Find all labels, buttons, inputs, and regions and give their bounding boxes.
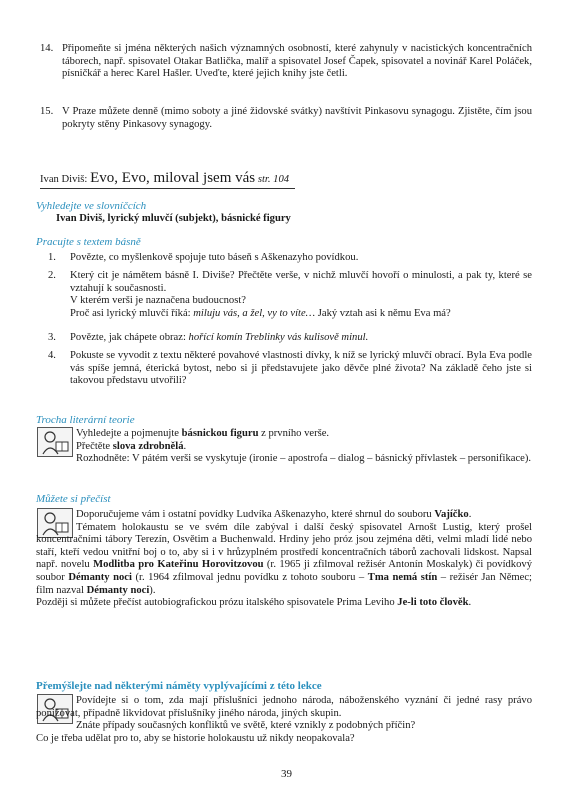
section-label-teorie: Trocha literární teorie	[36, 414, 135, 426]
precist-text	[36, 509, 532, 610]
poem-quote: miluju vás, a žel, vy to víte…	[193, 307, 316, 319]
precist-text-part: .	[468, 597, 472, 609]
section-label-premyslejte: Přemýšlejte nad některými náměty vyplývajícími z této lekce	[36, 680, 322, 692]
page-number: 39	[281, 768, 292, 780]
work-question-3	[48, 332, 532, 350]
question-text: Pokuste se vyvodit z textu některé povahové vlastnosti dívky, k níž se lyrický mluvčí obrací. Byla Eva podle vás spíše jemná, éterická bytost, nebo si ji představujete jako děvče plné života? Na základě čeho jste si takovou představu utvořili?	[70, 350, 532, 387]
question-number: 1.	[48, 252, 56, 263]
book-title: Tma nemá stín	[367, 571, 438, 583]
top-question-list	[40, 43, 532, 131]
question-14	[40, 43, 532, 106]
work-question-list	[48, 252, 532, 388]
precist-text-part: Doporučujeme vám i ostatní povídky Ludvíka Aškenazyho, které shrnul do souboru	[76, 509, 435, 520]
premyslejte-paragraph: Co je třeba udělat pro to, aby se historie holokaustu už nikdy neopakovala?	[36, 732, 355, 744]
teorie-text-part: Přečtěte	[76, 440, 113, 452]
poem-heading	[40, 170, 520, 187]
teorie-text-part: Vyhledejte a pojmenujte	[76, 428, 182, 439]
question-number: 2.	[48, 270, 56, 281]
work-question-4	[48, 350, 532, 388]
book-title: Je-li toto člověk	[397, 597, 469, 609]
book-title: Vajíčko	[434, 509, 469, 520]
precist-text-part: Později si můžete přečíst autobiografickou prózu italského spisovatele Prima Leviho	[36, 597, 398, 609]
question-text: V kterém verši je naznačena budoucnost?	[70, 295, 247, 307]
heading-underline	[40, 188, 295, 189]
precist-text-part: ).	[149, 584, 156, 596]
question-text: Připomeňte si jména některých našich významných osobností, které zahynuly v nacistických koncentračních táborech, např. spisovatel Otakar Batlička, malíř a spisovatel Josef Čapek, spisovatel a novinář Karel Poláček, písničkář a herec Karel Hašler. Uveďte, které jejich knihy jste četli.	[62, 43, 532, 80]
poem-title: Evo, Evo, miloval jsem vás	[90, 170, 256, 186]
question-text: Povězte, co myšlenkově spojuje tuto báseň s Aškenazyho povídkou.	[70, 252, 359, 263]
teorie-text-part: Rozhodněte: V pátém verši se vyskytuje (ironie – apostrofa – dialog – básnický přívlastek – personifikace).	[76, 453, 532, 465]
question-text: Jaký vztah asi k němu Eva má?	[315, 307, 451, 319]
work-question-1	[48, 252, 532, 270]
section-label-pracujte: Pracujte s textem básně	[36, 236, 141, 248]
precist-text-part: .	[468, 509, 472, 520]
question-text: Který cit je námětem básně I. Diviše? Přečtěte verše, v nichž mluvčí hovoří o minulosti, a pak ty, které se vztahují k současnosti.	[70, 270, 532, 294]
section-label-precist: Můžete si přečíst	[36, 493, 111, 505]
question-number: 4.	[48, 350, 56, 361]
teorie-text-part: z prvního verše.	[258, 428, 330, 439]
premyslejte-paragraph: Povídejte si o tom, zda mají příslušníci jednoho národa, náboženského vyznání či jedné rasy právo ponižovat, případně likvidovat příslušníky jiného národa, jiných skupin.	[36, 695, 532, 719]
teorie-text-part: .	[183, 440, 187, 452]
precist-text-part: (r. 1965 ji zfilmoval režisér Antonín Moskalyk) či povídkový soubor	[36, 559, 532, 583]
question-number: 3.	[48, 332, 56, 343]
question-text: Povězte, jak chápete obraz:	[70, 332, 189, 343]
precist-text-part: – režisér Jan Němec; film nazval	[36, 571, 533, 596]
question-number: 14.	[40, 43, 54, 54]
slovnicek-content: Ivan Diviš, lyrický mluvčí (subjekt), básnické figury	[56, 213, 291, 224]
section-label-slovnicek: Vyhledejte ve slovníčcích	[36, 200, 147, 212]
page-reference: str. 104	[257, 174, 290, 185]
teorie-term: slova zdrobnělá	[112, 440, 184, 452]
teorie-term: básnickou figuru	[181, 428, 259, 439]
book-title: Démanty noci	[86, 584, 150, 596]
poem-author: Ivan Diviš:	[40, 174, 88, 185]
question-text: V Praze můžete denně (mimo soboty a jiné židovské svátky) navštívit Pinkasovu synagogu. Zjistěte, čím jsou pokryty stěny Pinkasovy synagogy.	[62, 106, 532, 130]
poem-quote: hořící komín Treblinky vás kulisově minul.	[188, 332, 369, 343]
premyslejte-text	[36, 695, 532, 745]
work-question-2	[48, 270, 532, 332]
premyslejte-paragraph: Znáte případy současných konfliktů ve světě, které vznikly z podobných příčin?	[76, 720, 416, 732]
book-title: Démanty noci	[68, 571, 132, 583]
precist-text-part: (r. 1964 zfilmoval jednu povídku z tohoto souboru –	[131, 571, 368, 583]
question-15	[40, 106, 532, 131]
question-number: 15.	[40, 106, 54, 117]
book-title: Modlitba pro Kateřinu Horovitzovou	[93, 559, 264, 571]
precist-text-part: Tématem holokaustu se ve svém díle zabýval i další český spisovatel Arnošt Lustig, který prošel koncentračními tábory Terezín, Osvětim a Buchenwald. Hrdiny jeho próz jsou zejména děti, velmi mladí lidé nebo staří, kteří vedou vnitřní boj o to, aby si i v hrůzyplném prostředí koncentračních táborů zachovali lidskost. Napsal např. novelu	[36, 521, 532, 571]
teorie-text	[36, 428, 532, 466]
question-text: Proč asi lyrický mluvčí říká:	[70, 307, 194, 319]
